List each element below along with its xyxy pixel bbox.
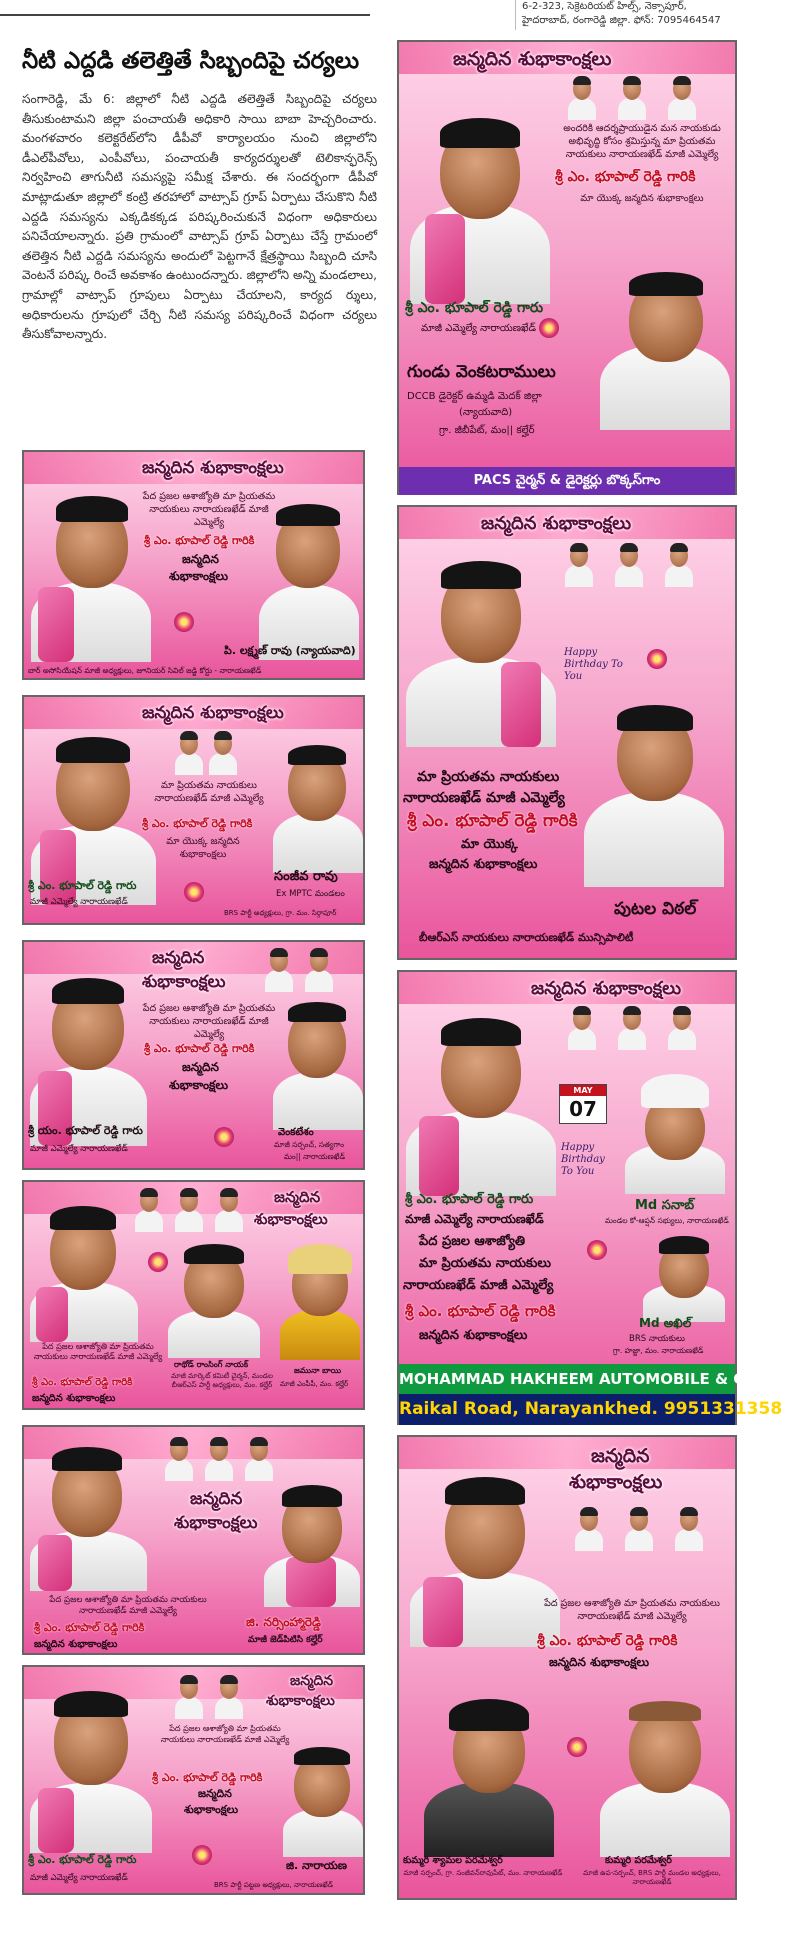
- leader-thumb-photo: [174, 1675, 204, 1719]
- ad-title: జన్మదిన శుభాకాంక్షలు: [142, 703, 284, 723]
- ad-birthday-8: [397, 970, 803, 1425]
- ad-title-line-1: జన్మదిన: [591, 1445, 650, 1467]
- leader-thumb-photo: [204, 1437, 234, 1481]
- leader-photo: [26, 472, 156, 662]
- flower-icon: [184, 882, 204, 902]
- person-photo: [595, 1687, 735, 1857]
- top-address: [515, 0, 757, 30]
- ad-person-name: రాథోడ్ రాంసింగ్ నాయక్: [174, 1360, 249, 1369]
- person-photo: [270, 733, 365, 873]
- ad-person-sub: BRS నాయకులు: [629, 1334, 685, 1344]
- ad-person-sub: మాజీ సర్పంచ్, సత్యగాం: [274, 1140, 345, 1149]
- ad-leader-title: మాజీ ఎమ్మెల్యే నారాయణఖేడ్: [30, 897, 128, 907]
- ad-note: పేద ప్రజల ఆశాజ్యోతి మా ప్రియతమ నాయకులు నారాయణఖేడ్ మాజీ ఎమ్మెల్యే: [49, 1595, 207, 1616]
- leader-photo: [26, 715, 161, 905]
- leader-thumb-photo: [567, 76, 597, 120]
- ad-leader-to: శ్రీ ఎం. భూపాల్ రెడ్డి గారికి: [407, 811, 578, 831]
- ad-leader-title: మాజీ ఎమ్మెల్యే నారాయణఖేడ్: [421, 323, 536, 334]
- flower-icon: [174, 612, 194, 632]
- leader-photo: [401, 537, 561, 747]
- ad-person-name: జి. నర్సింహ్మారెడ్డి: [246, 1615, 321, 1629]
- calendar-month: MAY: [560, 1085, 606, 1096]
- ad-leader-name: శ్రీ ఎం. భూపాల్ రెడ్డి గారు: [28, 879, 137, 892]
- ad-note: అందరికి ఆదర్శప్రాయుడైన మన నాయకుడు అభివృద్ధి కోసం శ్రమిస్తున్న మా ప్రియతమ నాయకులు నారాయణఖేడ్ మాజీ ఎమ్మెల్యే: [563, 123, 721, 160]
- ad-wish: శుభాకాంక్షలు: [169, 1078, 228, 1092]
- ad-leader-name: శ్రీ ఎం. భూపాల్ రెడ్డి గారు: [405, 300, 544, 316]
- flower-icon: [587, 1240, 607, 1260]
- ad-title: జన్మదిన శుభాకాంక్షలు: [531, 978, 682, 999]
- person-photo: [164, 1238, 264, 1358]
- person-photo: [639, 1232, 729, 1322]
- flower-icon: [647, 649, 667, 669]
- ad-title-line-1: జన్మదిన: [152, 948, 205, 968]
- ad-leader-to: శ్రీ ఎం. భూపాల్ రెడ్డి గారికి: [537, 1633, 678, 1649]
- ad-line: నారాయణఖేడ్ మాజీ ఎమ్మెల్యే: [403, 790, 565, 806]
- ad-wish: శుభాకాంక్షలు: [184, 1803, 239, 1816]
- leader-thumb-photo: [564, 543, 594, 587]
- ad-person-sub: గ్రా. జీబీపేట్, మం|| కల్హేర్: [439, 425, 535, 436]
- ad-wish: మా యొక్క: [461, 837, 518, 852]
- leader-photo: [26, 1192, 141, 1342]
- ad-person-name: Md సనాబ్: [635, 1198, 695, 1213]
- leader-thumb-photo: [304, 948, 334, 992]
- ad-note: పేద ప్రజల ఆశాజ్యోతి మా ప్రియతమ నాయకులు నారాయణఖేడ్ మాజీ ఎమ్మెల్యే: [160, 1724, 290, 1744]
- ad-person-name: కుమ్మరి పరమేశ్వర్: [605, 1855, 672, 1866]
- ad-footer: PACS చైర్మన్ & డైరెక్టర్లు బొక్కస్‌గాం: [399, 467, 735, 495]
- ad-title-line-1: జన్మదిన: [290, 1673, 334, 1689]
- ad-person-sub: మాజీ ఉప-సర్పంచ్, BRS పార్టీ మండల అధ్యక్షులు, నారాయణఖేడ్: [583, 1869, 721, 1886]
- ad-footer-address: Raikal Road, Narayankhed. 9951331358: [399, 1394, 735, 1425]
- person-photo: [280, 1737, 365, 1857]
- article-headline: నీటి ఎద్దడి తలెత్తితే సిబ్బందిపై చర్యలు: [22, 48, 360, 74]
- flower-icon: [567, 1737, 587, 1757]
- ad-note: పేద ప్రజల ఆశాజ్యోతి మా ప్రియతమ నాయకులు నారాయణఖేడ్ మాజీ ఎమ్మెల్యే: [544, 1598, 720, 1622]
- ad-title: జన్మదిన శుభాకాంక్షలు: [142, 458, 284, 478]
- ad-wish: జన్మదిన శుభాకాంక్షలు: [549, 1655, 650, 1669]
- calendar-day: 07: [569, 1097, 597, 1121]
- ad-leader-name: శ్రీ యం. భూపాల్ రెడ్డి గారు: [28, 1124, 143, 1137]
- leader-thumb-photo: [567, 1006, 597, 1050]
- ad-leader-title: మాజీ ఎమ్మెల్యే నారాయణఖేడ్: [30, 1873, 128, 1883]
- ad-leader-to: శ్రీ ఎం. భూపాల్ రెడ్డి గారికి: [555, 169, 696, 185]
- leader-thumb-photo: [214, 1675, 244, 1719]
- ad-title-line-2: శుభాకాంక్షలు: [142, 972, 226, 992]
- ad-leader-to: శ్రీ ఎం. భూపాల్ రెడ్డి గారికి: [34, 1621, 145, 1634]
- ad-person-name: వెంకటేశం: [278, 1127, 314, 1138]
- address-line-2: హైదరాబాద్, రంగారెడ్డి జిల్లా. ఫోన్: 7095464547: [522, 15, 721, 26]
- leader-photo: [26, 1431, 151, 1591]
- ad-birthday-2: [22, 450, 365, 680]
- flower-icon: [192, 1845, 212, 1865]
- ad-line: మా ప్రియతమ నాయకులు: [417, 769, 560, 785]
- ad-happy-birthday: Happy Birthday To You: [564, 647, 623, 682]
- ad-birthday-3: [22, 695, 365, 925]
- ad-person-sub: మాజీ మార్కెట్ కమిటీ చైర్మన్, మండల బీఆర్ఎస్ పార్టీ అధ్యక్షులు, మం. కల్హేర్: [171, 1372, 273, 1389]
- ad-birthday-1: [397, 40, 737, 495]
- leader-thumb-photo: [164, 1437, 194, 1481]
- ad-wish: జన్మదిన శుభాకాంక్షలు: [32, 1393, 116, 1404]
- ad-leader-to: శ్రీ ఎం. భూపాల్ రెడ్డి గారికి: [32, 1377, 133, 1388]
- ad-birthday-10: [397, 1435, 737, 1900]
- ad-title-line-2: శుభాకాంక్షలు: [174, 1513, 258, 1533]
- person-photo: [254, 490, 364, 660]
- ad-person-sub: BRS పార్టీ పట్టణ అధ్యక్షులు, నారాయణఖేడ్: [214, 1881, 334, 1889]
- ad-person-name: గుండు వెంకటరాములు: [407, 362, 556, 382]
- ad-title: జన్మదిన శుభాకాంక్షలు: [453, 48, 612, 70]
- ad-wish: జన్మదిన శుభాకాంక్షలు: [429, 857, 538, 872]
- leader-thumb-photo: [244, 1437, 274, 1481]
- person-photo: [270, 990, 365, 1130]
- ad-footer-business: MOHAMMAD HAKHEEM AUTOMOBILE & GARAGE: [399, 1364, 735, 1394]
- ad-wish: శుభాకాంక్షలు: [169, 569, 228, 583]
- ad-person-name: పి. లక్ష్మణ్ రావు (న్యాయవాది): [224, 644, 356, 657]
- person-photo: [260, 1477, 364, 1607]
- person-photo: [579, 687, 729, 887]
- leader-thumb-photo: [208, 731, 238, 775]
- leader-thumb-photo: [174, 1188, 204, 1232]
- ad-wish: మా యొక్క జన్మదిన శుభాకాంక్షలు: [580, 193, 704, 204]
- ad-title-line-2: శుభాకాంక్షలు: [569, 1471, 663, 1493]
- ad-note: మా ప్రియతమ నాయకులు నారాయణఖేడ్ మాజీ ఎమ్మెల్యే: [154, 780, 264, 804]
- ad-title-line-2: శుభాకాంక్షలు: [254, 1210, 328, 1228]
- ad-title-line-1: జన్మదిన: [190, 1489, 243, 1509]
- ad-wish: మా యొక్క జన్మదిన శుభాకాంక్షలు: [166, 836, 240, 860]
- ad-leader-to: శ్రీ ఎం. భూపాల్ రెడ్డి గారికి: [152, 1771, 263, 1784]
- leader-photo: [405, 84, 555, 304]
- leader-thumb-photo: [617, 76, 647, 120]
- ad-person-name: పుటల విఠల్: [614, 899, 697, 919]
- person-photo: [621, 1074, 729, 1194]
- leader-thumb-photo: [674, 1507, 704, 1551]
- ad-person-sub: మాజీ జెడ్‌పిటిసి కల్హేర్: [248, 1635, 323, 1645]
- ad-footer: బీఆర్ఎస్ నాయకులు నారాయణఖేడ్ మున్సిపాలిటీ: [419, 931, 634, 944]
- leader-thumb-photo: [214, 1188, 244, 1232]
- flower-icon: [214, 1127, 234, 1147]
- ad-leader-to: శ్రీ ఎం. భూపాల్ రెడ్డి గారికి: [405, 1302, 556, 1320]
- ad-person-sub: మాజీ సర్పంచ్, గ్రా. సంజీవన్‌రావుపేట్, మం. నారాయణఖేడ్: [403, 1869, 563, 1877]
- leader-photo: [26, 956, 151, 1146]
- ad-birthday-9: [22, 1665, 365, 1895]
- ad-footer: బార్ అసోసియేషన్ మాజీ అధ్యక్షులు, జూనియర్ సివిల్ జడ్జి కోర్టు - నారాయణఖేడ్: [28, 666, 262, 675]
- ad-birthday-6: [397, 505, 737, 960]
- ad-leader-to: శ్రీ ఎం. భూపాల్ రెడ్డి గారికి: [144, 1042, 255, 1055]
- ad-line: నారాయణఖేడ్ మాజీ ఎమ్మెల్యే: [403, 1278, 554, 1293]
- person-photo: [595, 250, 735, 430]
- ad-leader-name: శ్రీ ఎం. భూపాల్ రెడ్డి గారు: [405, 1192, 534, 1207]
- ad-leader-title: మాజీ ఎమ్మెల్యే నారాయణఖేడ్: [30, 1144, 128, 1154]
- ad-happy-birthday: Happy Birthday To You: [561, 1142, 605, 1177]
- address-line-1: 6-2-323, సెక్రెటరియట్ హిల్స్, నెక్సాపూర్,: [522, 1, 687, 12]
- leader-photo: [401, 996, 561, 1196]
- ad-wish: జన్మదిన శుభాకాంక్షలు: [34, 1639, 118, 1650]
- ad-note: పేద ప్రజల ఆశాజ్యోతి మా ప్రియతమ నాయకులు నారాయణఖేడ్ మాజీ ఎమ్మెల్యే: [142, 1003, 276, 1040]
- ad-person-sub: DCCB డైరెక్టర్ ఉమ్మడి మెదక్ జిల్లా: [407, 391, 542, 402]
- ad-wish: జన్మదిన శుభాకాంక్షలు: [419, 1328, 528, 1343]
- leader-thumb-photo: [174, 731, 204, 775]
- leader-thumb-photo: [667, 1006, 697, 1050]
- calendar-icon: [559, 1084, 607, 1124]
- leader-thumb-photo: [264, 948, 294, 992]
- person-photo: [419, 1687, 559, 1857]
- ad-person-name: కుమ్మరి శ్యామల పరమేశ్వర్: [403, 1855, 503, 1866]
- ad-person-name: సంజీవ రావు: [274, 869, 338, 884]
- ad-birthday-4: [22, 940, 365, 1170]
- ad-janmadina: జన్మదిన: [182, 552, 219, 566]
- ad-person-sub: మాజీ ఎంపీపీ, మం. కల్హేర్: [280, 1380, 349, 1388]
- ad-person-name: జమునా బాయి: [294, 1366, 342, 1375]
- leader-thumb-photo: [574, 1507, 604, 1551]
- ad-birthday-5: [22, 1180, 365, 1410]
- ad-title-line-1: జన్మదిన: [274, 1188, 321, 1206]
- ad-line: పేద ప్రజల ఆశాజ్యోతి: [419, 1234, 526, 1249]
- ad-title-line-2: శుభాకాంక్షలు: [266, 1693, 335, 1709]
- leader-thumb-photo: [614, 543, 644, 587]
- ad-birthday-7: [22, 1425, 365, 1655]
- ad-person-sub: గ్రా. హజ్జా, మం. నారాయణఖేడ్: [613, 1346, 704, 1355]
- article-body: సంగారెడ్డి, మే 6: జిల్లాలో నీటి ఎద్దడి తలెత్తితే సిబ్బందిపై చర్యలు తీసుకుంటామని జిల్లా పంచాయతీ అధికారి సాయి బాబా హెచ్చరించారు. మంగళవారం కలెక్టరేట్‌లోని డీపీవో కార్యాలయం నుంచి జిల్లాలోని డీఎల్‌పీవోలు, ఎంపీవోలు, పంచాయతీ కార్యదర్శులతో టెలికాన్ఫరెన్స్ నిర్వహించి తాగునీటి సమస్యపై సమీక్ష చేశారు. ఈ సందర్భంగా డీపీవో మాట్లాడుతూ జిల్లాలో కంట్రి తరహాలో వాట్సాప్ గ్రూప్ ఏర్పాటు చేసుకొని నీటి ఎద్దడి సమస్యను ఎక్కడికక్కడ పరిష్కరించుకునే విధంగా అధికారులు పనిచేయాలన్నారు. ప్రతి గ్రామంలో వాట్సాప్ గ్రూప్ ఏర్పాటు చేస్తే గ్రామంలో తలెత్తిన నీటి ఎద్దడి సమస్యను అందులో పెట్టగానే క్షేత్రస్థాయి సిబ్బంది చూసి వెంటనే పరిష్క రించే అవకాశం ఉంటుందన్నారు. జిల్లాలోని అన్ని మండలాలు, గ్రామాల్లో వాట్సాప్ గ్రూపులు ఏర్పాటు చేయాలని, కార్యద ర్శులు, అధికారులను గ్రూపులో చేర్చి నీటి సమస్య పరిష్కరించే విధంగా చర్యలు తీసుకోవాలన్నారు.: [22, 92, 377, 342]
- ad-person-sub: (న్యాయవాది): [459, 407, 513, 418]
- ad-note: పేద ప్రజల ఆశాజ్యోతి మా ప్రియతమ నాయకులు నారాయణఖేడ్ మాజీ ఎమ్మెల్యే: [33, 1342, 163, 1361]
- ad-janmadina: జన్మదిన: [198, 1787, 232, 1800]
- ad-janmadina: జన్మదిన: [182, 1060, 219, 1074]
- leader-thumb-photo: [664, 543, 694, 587]
- leader-thumb-photo: [667, 76, 697, 120]
- flower-icon: [539, 318, 559, 338]
- ad-leader-name: శ్రీ ఎం. భూపాల్ రెడ్డి గారు: [28, 1853, 137, 1866]
- ad-person-sub: Ex MPTC మండలం: [276, 889, 345, 899]
- leader-photo: [26, 1673, 156, 1853]
- ad-person-name: Md అఖిల్: [639, 1316, 692, 1330]
- ad-leader-title: మాజీ ఎమ్మెల్యే నారాయణఖేడ్: [405, 1212, 544, 1226]
- ad-note: పేద ప్రజల ఆశాజ్యోతి మా ప్రియతమ నాయకులు నారాయణఖేడ్ మాజీ ఎమ్మెల్యే: [142, 491, 276, 528]
- ad-line: మా ప్రియతమ నాయకులు: [419, 1256, 552, 1271]
- ad-person-sub: మండల కో-ఆప్షన్ సభ్యులు, నారాయణఖేడ్: [605, 1216, 729, 1225]
- ad-person-sub: BRS పార్టీ అధ్యక్షులు, గ్రా. మం. సిర్గాపూర్: [224, 909, 337, 917]
- ad-leader-to: శ్రీ ఎం. భూపాల్ రెడ్డి గారికి: [144, 534, 255, 547]
- ad-person-name: జి. నారాయణ: [286, 1859, 348, 1872]
- person-photo: [276, 1240, 364, 1360]
- ad-leader-to: శ్రీ ఎం. భూపాల్ రెడ్డి గారికి: [142, 817, 253, 830]
- ad-person-sub: మం|| నారాయణఖేడ్: [284, 1152, 346, 1161]
- ad-title: జన్మదిన శుభాకాంక్షలు: [481, 513, 632, 534]
- top-rule: [0, 14, 370, 16]
- leader-thumb-photo: [617, 1006, 647, 1050]
- leader-thumb-photo: [624, 1507, 654, 1551]
